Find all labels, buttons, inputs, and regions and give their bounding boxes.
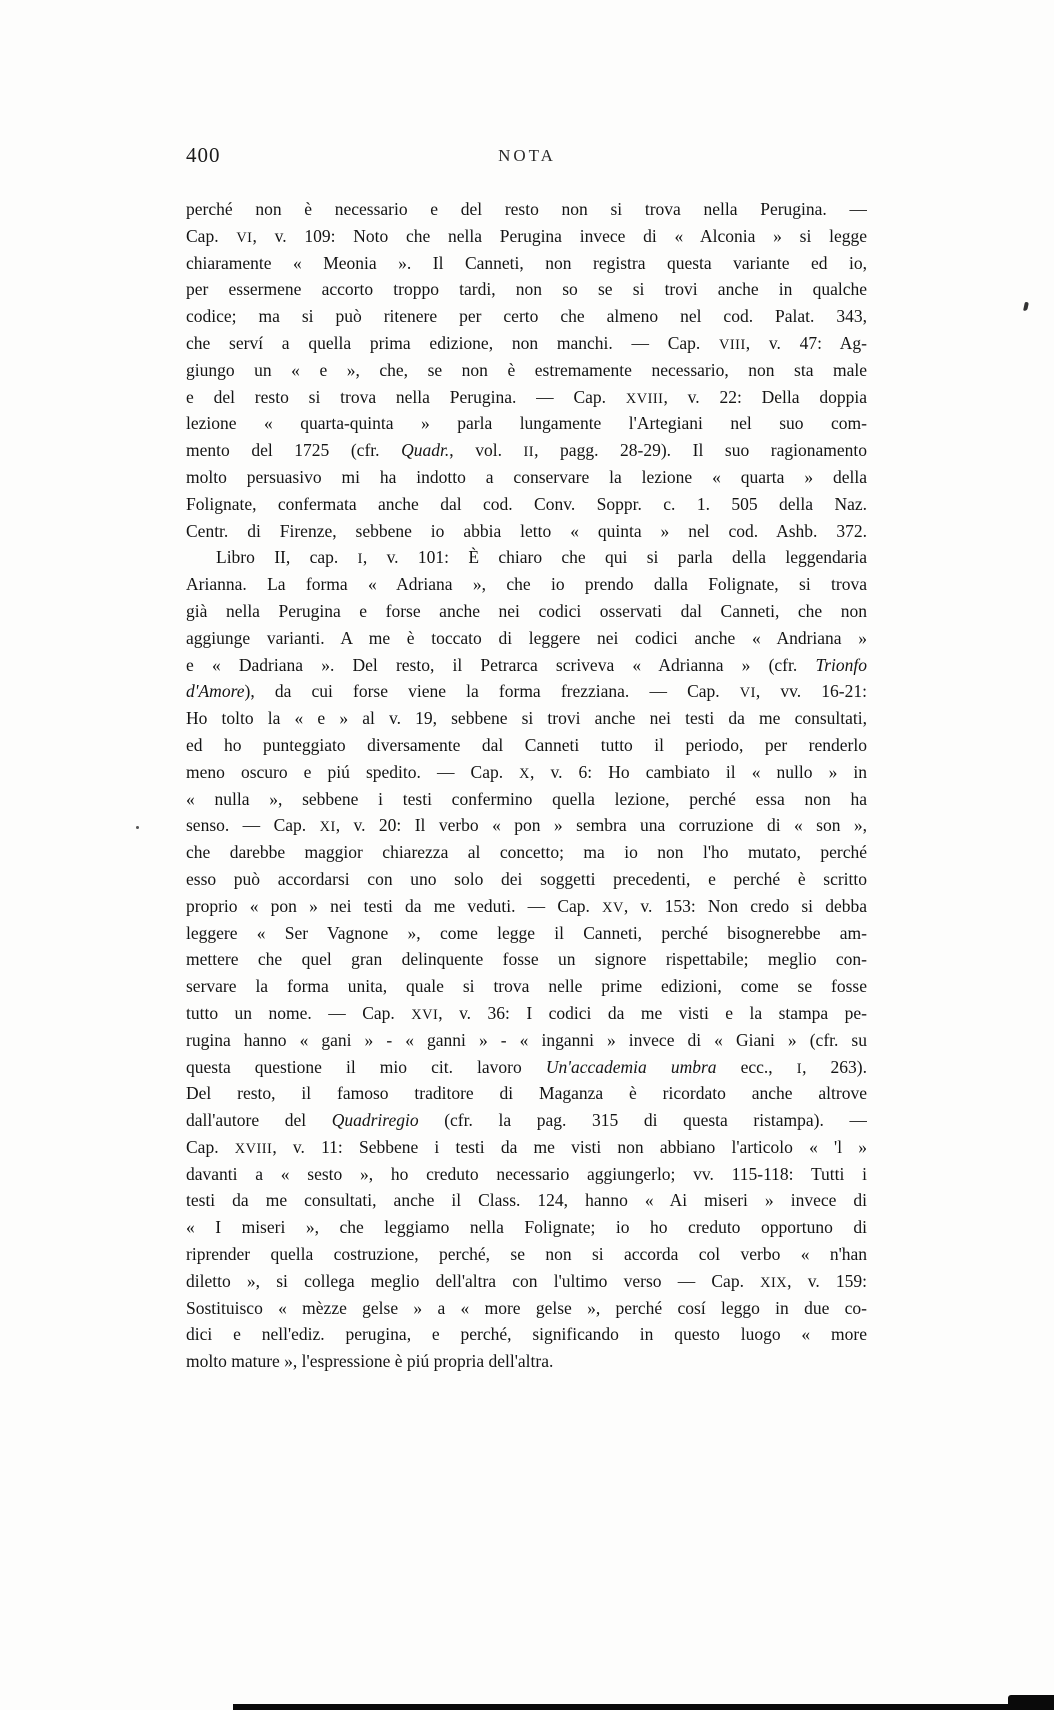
text-line: Centr. di Firenze, sebbene io abbia letto « quinta » nel cod. Ashb. 372. — [186, 520, 867, 541]
text-line: Del resto, il famoso traditore di Maganza è ricordato anche altrove — [186, 1083, 867, 1104]
text-line: dall'autore del Quadriregio (cfr. la pag. 315 di questa ristampa). — — [186, 1110, 867, 1131]
page-number: 400 — [186, 143, 221, 167]
text-line: d'Amore), da cui forse viene la forma frezziana. — Cap. VI, vv. 16-21: — [186, 681, 867, 702]
text-line: testi da me consultati, anche il Class. 124, hanno « Ai miseri » invece di — [186, 1190, 867, 1211]
text-line: molto persuasivo mi ha indotto a conservare la lezione « quarta » della — [186, 466, 867, 487]
text-line: ed ho punteggiato diversamente dal Canneti tutto il periodo, per renderlo — [186, 734, 867, 755]
running-head: NOTA — [498, 146, 556, 165]
text-line: proprio « pon » nei testi da me veduti. — Cap. XV, v. 153: Non credo si debba — [186, 895, 867, 916]
scan-speck-right-margin — [1023, 302, 1029, 312]
scan-artifact-bottom-fragment — [1008, 1695, 1054, 1710]
text-line: Arianna. La forma « Adriana », che io prendo dalla Folignate, si trova — [186, 574, 867, 595]
text-line: per essermene accorto troppo tardi, non so se si trovi anche in qualche — [186, 279, 867, 300]
text-line: lezione « quarta-quinta » parla lungamente l'Artegiani nel suo com- — [186, 413, 867, 434]
text-line: giungo un « e », che, se non è estremamente necessario, non sta male — [186, 359, 867, 380]
text-line: mettere che quel gran delinquente fosse un signore rispettabile; meglio con- — [186, 949, 867, 970]
text-line: Folignate, confermata anche dal cod. Conv. Soppr. c. 1. 505 della Naz. — [186, 493, 867, 514]
text-line: rugina hanno « gani » - « ganni » - « inganni » invece di « Giani » (cfr. su — [186, 1029, 867, 1050]
text-line: diletto », si collega meglio dell'altra con l'ultimo verso — Cap. XIX, v. 159: — [186, 1270, 867, 1291]
text-line: e « Dadriana ». Del resto, il Petrarca scriveva « Adrianna » (cfr. Trionfo — [186, 654, 867, 675]
text-line: « nulla », sebbene i testi confermino quella lezione, perché essa non ha — [186, 788, 867, 809]
text-line: tutto un nome. — Cap. XVI, v. 36: I codici da me visti e la stampa pe- — [186, 1002, 867, 1023]
text-line: « I miseri », che leggiamo nella Folignate; io ho creduto opportuno di — [186, 1217, 867, 1238]
text-line: meno oscuro e piú spedito. — Cap. X, v. 6: Ho cambiato il « nullo » in — [186, 761, 867, 782]
text-line: perché non è necessario e del resto non si trova nella Perugina. — — [186, 199, 867, 219]
text-line: esso può accordarsi con uno solo dei soggetti precedenti, e perché è scritto — [186, 868, 867, 889]
text-line: codice; ma si può ritenere per certo che almeno nel cod. Palat. 343, — [186, 306, 867, 327]
text-line: e del resto si trova nella Perugina. — Cap. XVIII, v. 22: Della doppia — [186, 386, 867, 407]
text-line: aggiunge varianti. A me è toccato di leggere nei codici anche « Andriana » — [186, 627, 867, 648]
text-line: davanti a « sesto », ho creduto necessario aggiungerlo; vv. 115-118: Tutti i — [186, 1163, 867, 1184]
scan-speck-left-margin — [136, 826, 139, 829]
text-line: Cap. XVIII, v. 11: Sebbene i testi da me visti non abbiano l'articolo « 'l » — [186, 1136, 867, 1157]
text-line: che serví a quella prima edizione, non manchi. — Cap. VIII, v. 47: Ag- — [186, 332, 867, 353]
text-line: Libro II, cap. I, v. 101: È chiaro che qui si parla della leggendaria — [216, 547, 867, 568]
text-line: senso. — Cap. XI, v. 20: Il verbo « pon » sembra una corruzione di « son », — [186, 815, 867, 836]
text-line: che darebbe maggior chiarezza al concetto; ma io non l'ho mutato, perché — [186, 842, 867, 863]
text-line: Ho tolto la « e » al v. 19, sebbene si trovi anche nei testi da me consultati, — [186, 708, 867, 729]
text-line: chiaramente « Meonia ». Il Canneti, non registra questa variante ed io, — [186, 252, 867, 273]
text-line: mento del 1725 (cfr. Quadr., vol. II, pagg. 28-29). Il suo ragionamento — [186, 440, 867, 461]
text-line: leggere « Ser Vagnone », come legge il Canneti, perché bisognerebbe am- — [186, 922, 867, 943]
text-line: già nella Perugina e forse anche nei codici osservati dal Canneti, che non — [186, 600, 867, 621]
text-line: riprender quella costruzione, perché, se non si accorda col verbo « n'han — [186, 1244, 867, 1265]
text-line: Sostituisco « mèzze gelse » a « more gelse », perché cosí leggo in due co- — [186, 1297, 867, 1318]
scan-artifact-bottom-bar — [233, 1704, 1054, 1710]
text-line: dici e nell'ediz. perugina, e perché, significando in questo luogo « more — [186, 1324, 867, 1345]
note-text-block — [186, 196, 867, 1375]
text-line: questa questione il mio cit. lavoro Un'accademia umbra ecc., I, 263). — [186, 1056, 867, 1077]
text-line: servare la forma unita, quale si trova nelle prime edizioni, come se fosse — [186, 976, 867, 997]
text-line: molto mature », l'espressione è piú propria dell'altra. — [186, 1351, 554, 1372]
text-line: Cap. VI, v. 109: Noto che nella Perugina invece di « Alconia » si legge — [186, 225, 867, 246]
